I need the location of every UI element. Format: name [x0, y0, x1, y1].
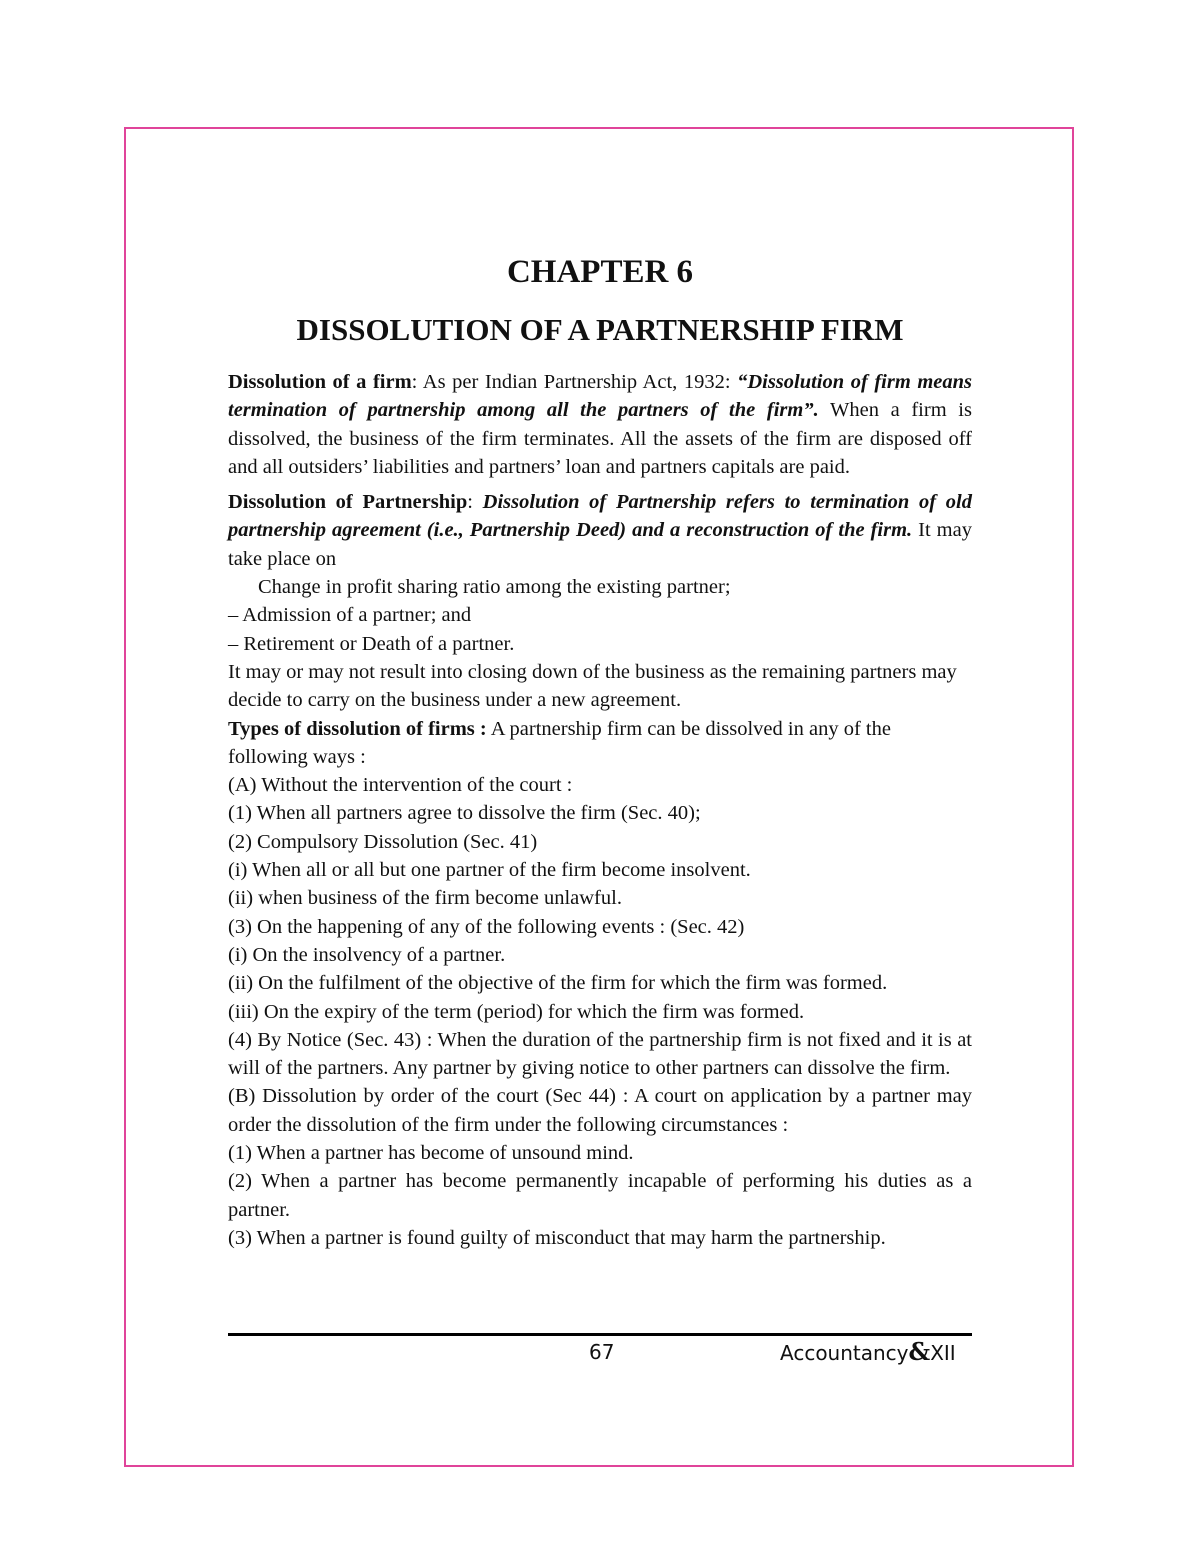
list-item: (iii) On the expiry of the term (period) for which the firm was formed.	[228, 1000, 805, 1023]
book-title-amp: &	[908, 1337, 931, 1366]
list-item: Change in profit sharing ratio among the existing partner;	[258, 576, 731, 599]
list-item: (1) When all partners agree to dissolve the firm (Sec. 40);	[228, 802, 701, 825]
list-item: – Admission of a partner; and	[228, 604, 472, 627]
section-heading-firm: Dissolution of a firm	[228, 371, 412, 393]
partnership-definition: Dissolution of Partnership refers to termination of old partnership agreement (i.e., Partnership Deed) and a reconstruction of the firm.	[228, 491, 973, 542]
list-item: (2) When a partner has become permanently incapable of performing his duties as a partner.	[228, 1170, 972, 1221]
list-item: (ii) On the fulfilment of the objective of the firm for which the firm was formed.	[228, 972, 888, 995]
footer-rule	[228, 1333, 972, 1336]
definition-paragraph-partnership	[228, 488, 972, 573]
heading-separator: :	[467, 491, 483, 514]
list-item: – Retirement or Death of a partner.	[228, 632, 515, 655]
list-item: (3) On the happening of any of the following events : (Sec. 42)	[228, 915, 745, 938]
book-title-suffix: XII	[930, 1341, 956, 1365]
list-item: (2) Compulsory Dissolution (Sec. 41)	[228, 830, 538, 853]
chapter-title: CHAPTER 6	[506, 254, 694, 290]
section-heading-types: Types of dissolution of firms :	[228, 717, 487, 740]
list-item: (i) On the insolvency of a partner.	[228, 943, 506, 966]
book-title-prefix: Accountancy	[780, 1341, 909, 1365]
book-title	[780, 1338, 956, 1367]
page-number: 67	[589, 1340, 615, 1364]
page-content	[228, 250, 972, 1252]
list-item: (i) When all or all but one partner of the firm become insolvent.	[228, 859, 751, 882]
closing-paragraph: It may or may not result into closing down of the business as the remaining partners may decide to carry on the business under a new agreement.	[228, 660, 957, 712]
list-item: (ii) when business of the firm become unlawful.	[228, 887, 622, 910]
list-item: (1) When a partner has become of unsound mind.	[228, 1142, 634, 1165]
types-paragraph	[228, 715, 972, 772]
chapter-subtitle: DISSOLUTION OF A PARTNERSHIP FIRM	[296, 312, 904, 347]
heading-separator: :	[411, 371, 423, 393]
definition-body: When a firm is dissolved, the business of the firm terminates. All the assets of the firm are disposed off and all outsiders’ liabilities and partners’ loan and partners capitals are paid.	[228, 399, 972, 478]
definition-paragraph-firm	[228, 368, 972, 481]
notice-paragraph: (4) By Notice (Sec. 43) : When the duration of the partnership firm is not fixed and it is at will of the partners. Any partner by giving notice to other partners can dissolve the firm.	[228, 1028, 972, 1080]
court-paragraph: (B) Dissolution by order of the court (Sec 44) : A court on application by a partner may order the dissolution of the firm under the following circumstances :	[228, 1085, 972, 1136]
definition-intro: As per Indian Partnership Act, 1932:	[422, 371, 738, 393]
partnership-tail: It may take place on	[228, 519, 972, 570]
list-item: (3) When a partner is found guilty of misconduct that may harm the partnership.	[228, 1226, 886, 1249]
definition-quote: “Dissolution of firm means termination of partnership among all the partners of the firm”.	[228, 371, 972, 422]
types-intro: A partnership firm can be dissolved in any of the following ways :	[228, 717, 891, 768]
section-heading-partnership: Dissolution of Partnership	[228, 491, 468, 514]
list-item: (A) Without the intervention of the court :	[228, 774, 573, 797]
